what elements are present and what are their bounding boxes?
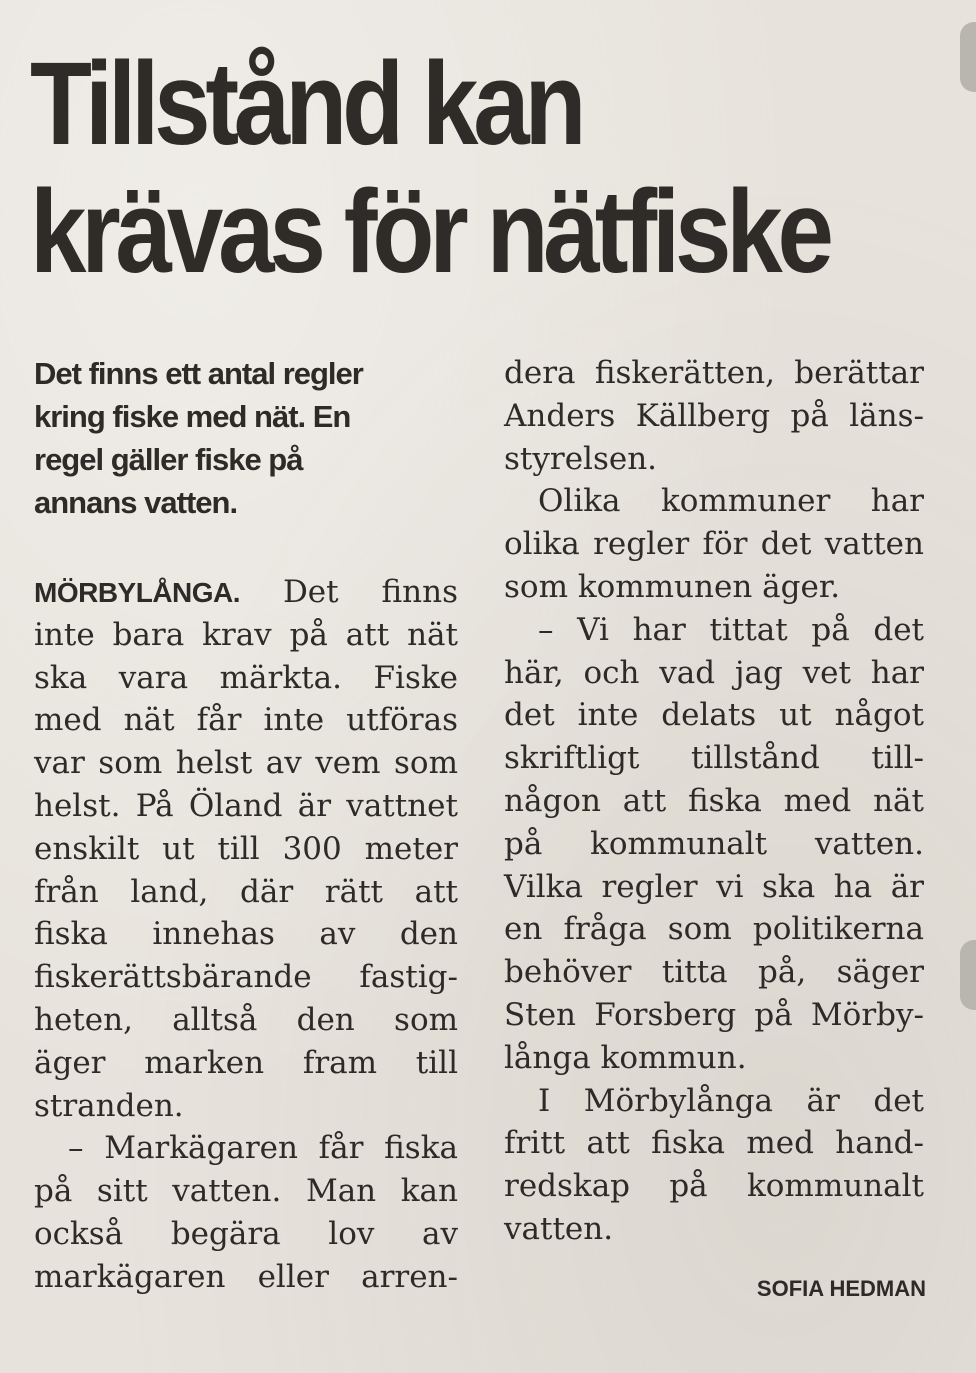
body-line: det inte delats ut något bbox=[504, 697, 924, 734]
body-line: fiska innehas av den bbox=[34, 916, 458, 953]
body-line: Olika kommuner har bbox=[538, 483, 924, 520]
body-line: någon att fiska med nät bbox=[504, 782, 924, 819]
body-line: med nät får inte utföras bbox=[34, 702, 458, 739]
body-line: markägaren eller arren- bbox=[34, 1258, 458, 1295]
body-line: vatten. bbox=[504, 1210, 614, 1247]
ingress-line: annans vatten. bbox=[34, 485, 238, 520]
body-line: dera fiskerätten, berättar bbox=[504, 355, 924, 391]
article-column-right bbox=[504, 352, 924, 1251]
headline-line-2: krävas för nätfiske bbox=[30, 166, 829, 298]
body-line: I Mörbylånga är det bbox=[538, 1082, 924, 1119]
body-line: Vilka regler vi ska ha är bbox=[504, 868, 924, 905]
body-line: inte bara krav på att nät bbox=[34, 616, 458, 653]
headline bbox=[30, 38, 829, 298]
body-line: också begära lov av bbox=[34, 1215, 458, 1252]
body-line: olika regler för det vatten bbox=[504, 526, 924, 563]
ingress-line: kring fiske med nät. En bbox=[34, 399, 351, 434]
body-line: ska vara märkta. Fiske bbox=[34, 659, 458, 696]
body-line: behöver titta på, säger bbox=[504, 954, 924, 991]
body-line: skriftligt tillstånd till- bbox=[504, 740, 924, 777]
body-line: var som helst av vem som bbox=[34, 745, 458, 782]
body-line: Anders Källberg på läns- bbox=[504, 397, 924, 434]
ingress bbox=[34, 352, 458, 524]
ingress-line: regel gäller fiske på bbox=[34, 442, 303, 477]
body-line: – Vi har tittat på det bbox=[538, 611, 924, 648]
byline: SOFIA HEDMAN bbox=[756, 1276, 926, 1301]
body-line: på kommunalt vatten. bbox=[504, 825, 924, 862]
headline-line-1: Tillstånd kan bbox=[30, 38, 582, 170]
body-line: styrelsen. bbox=[504, 440, 658, 477]
body-text: Det finns bbox=[282, 574, 458, 610]
body-line: fritt att fiska med hand- bbox=[504, 1125, 924, 1162]
body-line: enskilt ut till 300 meter bbox=[34, 830, 458, 867]
body-line: redskap på kommunalt bbox=[504, 1168, 924, 1205]
body-line: helst. På Öland är vattnet bbox=[34, 787, 458, 824]
body-line: fiskerättsbärande fastig- bbox=[34, 959, 458, 996]
ingress-line: Det finns ett antal regler bbox=[34, 356, 363, 391]
body-line: här, och vad jag vet har bbox=[504, 654, 924, 691]
scan-edge-mark bbox=[960, 22, 976, 92]
body-line: från land, där rätt att bbox=[34, 873, 458, 910]
article-column-left bbox=[34, 352, 458, 1299]
body-line: en fråga som politikerna bbox=[504, 911, 924, 948]
body-line: äger marken fram till bbox=[34, 1044, 458, 1081]
body-line: Sten Forsberg på Mörby- bbox=[504, 996, 924, 1033]
scan-edge-mark bbox=[960, 940, 976, 1010]
first-body-line bbox=[34, 571, 458, 614]
body-line: långa kommun. bbox=[504, 1039, 747, 1076]
body-line: heten, alltså den som bbox=[34, 1001, 458, 1038]
body-line: stranden. bbox=[34, 1087, 184, 1124]
dateline: MÖRBYLÅNGA. bbox=[34, 577, 241, 608]
body-line: som kommunen äger. bbox=[504, 568, 841, 605]
body-line: – Markägaren får fiska bbox=[68, 1130, 458, 1167]
body-line: på sitt vatten. Man kan bbox=[34, 1173, 458, 1210]
